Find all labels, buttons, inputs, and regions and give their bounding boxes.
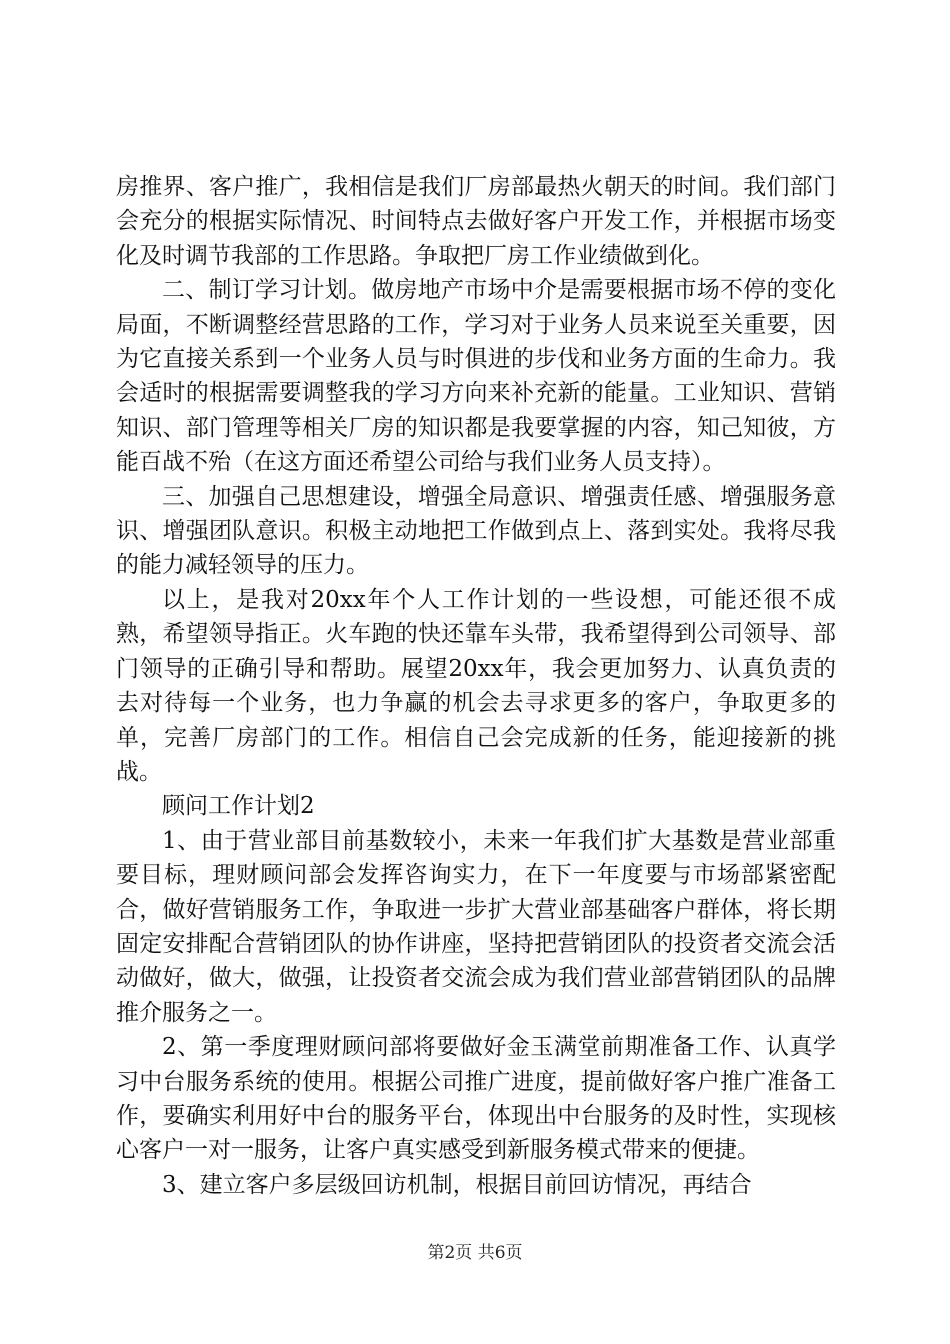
paragraph-summary: 以上，是我对20xx年个人工作计划的一些设想，可能还很不成熟，希望领导指正。火车跑的快还靠车头带，我希望得到公司领导、部门领导的正确引导和帮助。展望20xx年，我会更加努力、认真负责的去对待每一个业务，也力争赢的机会去寻求更多的客户，争取更多的单，完善厂房部门的工作。相信自己会完成新的任务，能迎接新的挑战。 [116, 586, 836, 785]
paragraph-thought-building: 三、加强自己思想建设，增强全局意识、增强责任感、增强服务意识、增强团队意识。积极主动地把工作做到点上、落到实处。我将尽我的能力减轻领导的压力。 [116, 483, 836, 579]
document-body [116, 170, 836, 1202]
page-number-footer: 第2页 共6页 [427, 1243, 523, 1263]
paragraph-item-1: 1、由于营业部目前基数较小，未来一年我们扩大基数是营业部重要目标，理财顾问部会发挥咨询实力，在下一年度要与市场部紧密配合，做好营销服务工作，争取进一步扩大营业部基础客户群体，将长期固定安排配合营销团队的协作讲座，坚持把营销团队的投资者交流会活动做好，做大，做强，让投资者交流会成为我们营业部营销团队的品牌推介服务之一。 [116, 827, 836, 1026]
paragraph-continuation: 房推界、客户推广，我相信是我们厂房部最热火朝天的时间。我们部门会充分的根据实际情况、时间特点去做好客户开发工作，并根据市场变化及时调节我部的工作思路。争取把厂房工作业绩做到化。 [116, 174, 836, 269]
section-heading: 顾问工作计划2 [162, 793, 315, 820]
paragraph-learning-plan: 二、制订学习计划。做房地产市场中介是需要根据市场不停的变化局面，不断调整经营思路的工作，学习对于业务人员来说至关重要，因为它直接关系到一个业务人员与时俱进的步伐和业务方面的生命力。我会适时的根据需要调整我的学习方向来补充新的能量。工业知识、营销知识、部门管理等相关厂房的知识都是我要掌握的内容，知己知彼，方能百战不殆（在这方面还希望公司给与我们业务人员支持）。 [116, 277, 836, 476]
paragraph-item-3: 3、建立客户多层级回访机制，根据目前回访情况，再结合 [162, 1171, 752, 1198]
paragraph-item-2: 2、第一季度理财顾问部将要做好金玉满堂前期准备工作、认真学习中台服务系统的使用。根据公司推广进度，提前做好客户推广准备工作，要确实利用好中台的服务平台，体现出中台服务的及时性，实现核心客户一对一服务，让客户真实感受到新服务模式带来的便捷。 [116, 1034, 836, 1164]
